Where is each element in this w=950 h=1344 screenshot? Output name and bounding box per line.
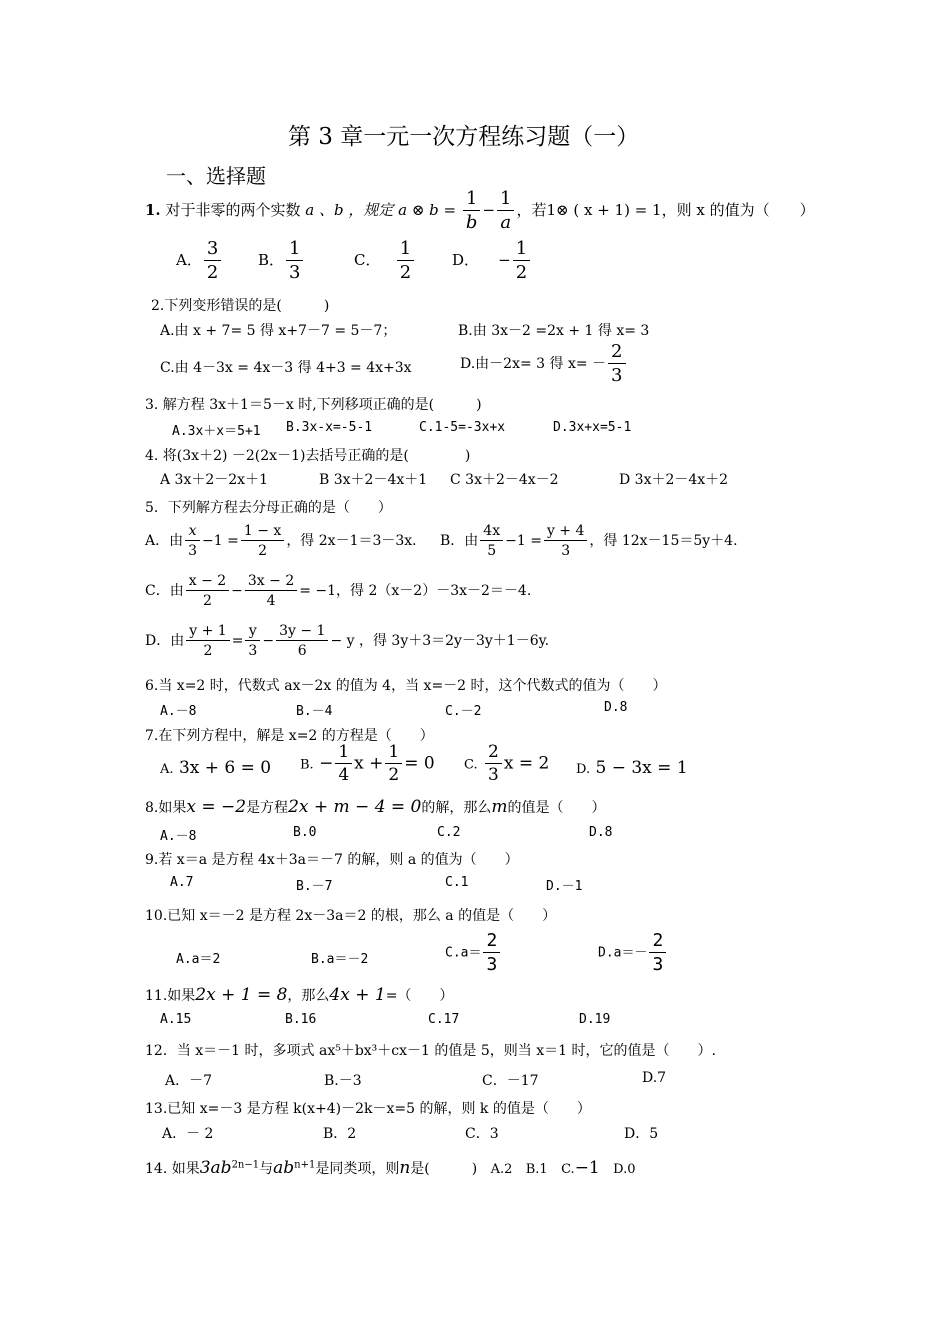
- q1-text-c: ，若: [516, 201, 547, 219]
- q3-option-b: B.3x-x=-5-1: [286, 420, 373, 435]
- q1-fraction-2: $\frac{1}{a}$: [497, 190, 514, 232]
- q14-option-d: D.0: [613, 1162, 636, 1177]
- q2-option-a: A.由 x + 7= 5 得 x+7－7 = 5－7；: [160, 323, 397, 339]
- q13-option-d: D．5: [624, 1126, 659, 1142]
- q1-text-b: a 、b ，规定: [305, 201, 394, 219]
- q4-option-a: A 3x＋2－2x＋1: [160, 472, 268, 488]
- q1-text-d: ，则 x 的值为（ ）: [661, 201, 815, 219]
- q1-text-a: 对于非零的两个实数: [165, 201, 301, 219]
- q4-option-b: B 3x＋2－4x＋1: [319, 472, 428, 488]
- q5-option-c: C．由 $\frac{x - 2}{2}$ − $\frac{3x - 2}{4}$ = −1，得 2（x－2）－3x－2＝－4.: [145, 573, 532, 609]
- q13-option-a: A．－ 2: [162, 1126, 214, 1142]
- question-8: 8.如果x = −2是方程2x + m − 4 = 0的解，那么m的值是（ ）: [145, 797, 606, 817]
- q8-option-d: D.8: [589, 825, 613, 840]
- q7-option-b: B. − $\frac{1}{4}$ x + $\frac{1}{2}$ = 0: [300, 742, 435, 785]
- q12-option-d: D.7: [642, 1070, 667, 1086]
- q1-fraction-1: $\frac{1}{b}$: [463, 190, 481, 232]
- q5-option-a: A．由 $\frac{x}{3}$ −1 = $\frac{1 - x}{2}$ ，得 2x－1＝3－3x．: [145, 523, 427, 559]
- q1-condition: 1⊗ ( x + 1) = 1: [546, 201, 662, 219]
- question-7: 7.在下列方程中，解是 x=2 的方程是（ ）: [145, 728, 434, 744]
- q11-option-a: A.15: [160, 1012, 192, 1027]
- q12-option-b: B.－3: [324, 1073, 362, 1089]
- question-number: 1.: [145, 201, 161, 219]
- q10-option-d: D.a＝－ $\frac{2}{3}$: [598, 932, 668, 974]
- q14-option-b: B.1: [525, 1162, 548, 1177]
- q4-option-d: D 3x＋2－4x＋2: [619, 472, 729, 488]
- q1-option-b: B． $\frac{1}{3}$: [258, 240, 305, 282]
- q7-option-d: D. 5 − 3x = 1: [576, 758, 688, 778]
- q10-option-c: C.a＝ $\frac{2}{3}$: [445, 932, 502, 974]
- page-title: 第 3 章一元一次方程练习题（一）: [288, 124, 640, 150]
- q11-option-d: D.19: [579, 1012, 611, 1027]
- question-4: 4. 将(3x＋2) －2(2x－1)去括号正确的是( ): [145, 448, 471, 464]
- q6-option-c: C.－2: [445, 704, 482, 719]
- q6-option-b: B.－4: [296, 704, 333, 719]
- q13-option-b: B．2: [323, 1126, 357, 1142]
- q12-option-c: C．－17: [482, 1073, 539, 1089]
- q9-option-d: D.－1: [546, 879, 583, 894]
- q9-option-c: C.1: [445, 875, 469, 890]
- q14-option-c: C.−1: [561, 1158, 600, 1178]
- question-9: 9.若 x＝a 是方程 4x＋3a＝－7 的解，则 a 的值为（ ）: [145, 852, 519, 868]
- q2-option-d: D.由－2x= 3 得 x= － $\frac{2}{3}$: [460, 343, 628, 385]
- q14-option-a: A.2: [490, 1162, 513, 1177]
- q6-option-d: D.8: [604, 700, 628, 715]
- q10-option-b: B.a＝－2: [311, 952, 369, 967]
- question-11: 11.如果2x + 1 = 8，那么4x + 1=（ ）: [145, 985, 454, 1005]
- q8-option-b: B.0: [293, 825, 317, 840]
- question-6: 6.当 x=2 时，代数式 ax－2x 的值为 4，当 x=－2 时，这个代数式的值为（ ）: [145, 678, 667, 694]
- q7-option-a: A. 3x + 6 = 0: [160, 758, 272, 778]
- q11-option-b: B.16: [285, 1012, 317, 1027]
- q13-option-c: C．3: [465, 1126, 499, 1142]
- q5-option-d: D．由 $\frac{y + 1}{2}$ = $\frac{y}{3}$ − $\frac{3y - 1}{6}$ − y ，得 3y＋3＝2y－3y＋1－6y.: [145, 623, 550, 659]
- q8-option-c: C.2: [437, 825, 461, 840]
- question-14: 14. 如果$3ab^{2n-1}$与$ab^{n+1}$是同类项，则n是( ) A.2 B.1 C.−1 D.0: [145, 1158, 636, 1178]
- q10-option-a: A.a＝2: [176, 952, 221, 967]
- q1-option-c: C． $\frac{1}{2}$: [354, 240, 416, 282]
- q9-option-a: A.7: [170, 875, 194, 890]
- q7-option-c: C. $\frac{2}{3}$ x = 2: [464, 742, 550, 785]
- question-12: 12．当 x＝－1 时，多项式 ax⁵＋bx³＋cx－1 的值是 5，则当 x＝1 时，它的值是（ ）.: [145, 1043, 716, 1059]
- q1-option-d: D． − $\frac{1}{2}$: [452, 240, 532, 282]
- question-13: 13.已知 x=－3 是方程 k(x+4)－2k－x=5 的解，则 k 的值是（ ）: [145, 1101, 591, 1117]
- q2-option-c: C.由 4－3x = 4x－3 得 4+3 = 4x+3x: [160, 360, 412, 376]
- question-10: 10.已知 x＝－2 是方程 2x－3a＝2 的根，那么 a 的值是（ ）: [145, 908, 557, 924]
- question-3: 3. 解方程 3x＋1＝5－x 时,下列移项正确的是( ): [145, 397, 482, 413]
- q3-option-a: A.3x＋x＝5+1: [172, 424, 261, 439]
- question-1: [145, 190, 815, 232]
- q2-option-b: B.由 3x－2 =2x + 1 得 x= 3: [458, 323, 650, 339]
- q11-option-c: C.17: [428, 1012, 460, 1027]
- q8-option-a: A.－8: [160, 829, 197, 844]
- q1-minus: −: [482, 201, 496, 219]
- q6-option-a: A.－8: [160, 704, 197, 719]
- q3-option-d: D.3x+x=5-1: [553, 420, 632, 435]
- q1-def-lhs: a ⊗ b =: [398, 201, 457, 219]
- q4-option-c: C 3x＋2－4x－2: [450, 472, 559, 488]
- q3-option-c: C.1-5=-3x+x: [419, 420, 506, 435]
- q5-option-b: B．由 $\frac{4x}{5}$ −1 = $\frac{y + 4}{3}$ ，得 12x－15＝5y＋4.: [440, 523, 738, 559]
- question-2: 2.下列变形错误的是( ): [151, 298, 330, 314]
- q1-option-a: A． $\frac{3}{2}$: [176, 240, 223, 282]
- question-5: 5．下列解方程去分母正确的是（ ）: [145, 500, 392, 516]
- section-heading: 一、选择题: [166, 164, 266, 188]
- q12-option-a: A．－7: [165, 1073, 213, 1089]
- q9-option-b: B.－7: [296, 879, 333, 894]
